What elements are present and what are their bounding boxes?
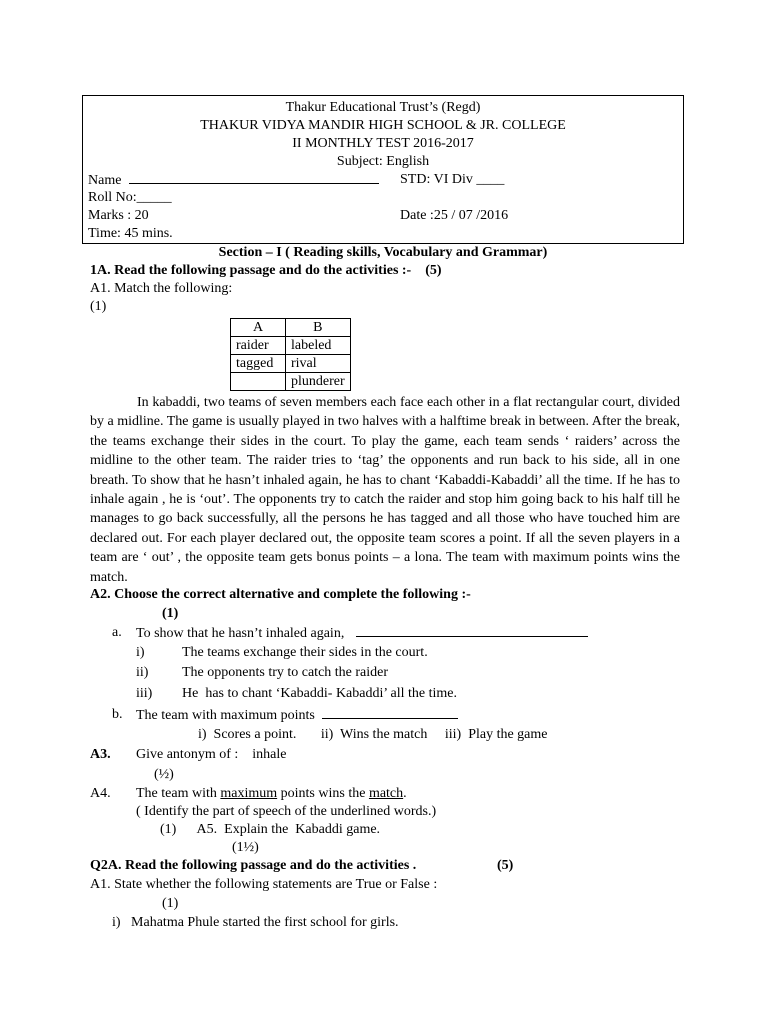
- a2a-opt-text: The opponents try to catch the raider: [182, 665, 389, 680]
- q1-a2-marks: (1): [162, 606, 179, 621]
- a2b-blank: [322, 706, 458, 719]
- a2a-opt-text: He has to chant ‘Kabaddi- Kabaddi’ all the time.: [182, 686, 457, 701]
- a2a-text: To show that he hasn’t inhaled again,: [136, 626, 345, 641]
- a2b-question: [136, 706, 458, 725]
- q1-a2: A2. Choose the correct alternative and complete the following :-: [90, 587, 471, 602]
- a2a-opt-num: iii): [136, 686, 153, 701]
- table-head-b: B: [286, 319, 351, 337]
- a4-sentence: [136, 785, 407, 803]
- marks: Marks : 20: [88, 208, 149, 223]
- table-cell: labeled: [286, 337, 351, 355]
- a2b-options: i) Scores a point. ii) Wins the match iii) Play the game: [198, 727, 548, 742]
- table-head-a: A: [231, 319, 286, 337]
- a5-marks: (1½): [232, 840, 259, 855]
- q2-statement-1: i) Mahatma Phule started the first school for girls.: [112, 915, 399, 930]
- q2-a1-marks: (1): [162, 896, 179, 911]
- a2b-label: b.: [112, 707, 123, 722]
- section-title: Section – I ( Reading skills, Vocabulary and Grammar): [218, 245, 548, 260]
- name-label: Name: [88, 173, 122, 188]
- a2a-label: a.: [112, 625, 122, 640]
- name-field: [88, 171, 379, 190]
- name-line: [129, 171, 379, 184]
- a2b-text: The team with maximum points: [136, 708, 315, 723]
- table-cell: rival: [286, 355, 351, 373]
- std-div: STD: VI Div ____: [400, 172, 505, 187]
- a3-marks: (½): [154, 767, 174, 782]
- trust-name: Thakur Educational Trust’s (Regd): [285, 100, 481, 115]
- test-name: II MONTHLY TEST 2016-2017: [292, 136, 474, 151]
- a4-underlined-2: match: [368, 786, 404, 801]
- date: Date :25 / 07 /2016: [400, 208, 509, 223]
- table-cell: [231, 373, 286, 391]
- q2-heading: Q2A. Read the following passage and do the activities .: [90, 858, 417, 873]
- a4-pre: The team with: [136, 786, 221, 801]
- kabaddi-passage: In kabaddi, two teams of seven members each face each other in a flat rectangular court, divided by a midline. The game is usually played in two halves with a halftime break in between. After the break, the teams exchange their sides in the court. To play the game, each team sends ‘ raiders’ across the midline to the other team. The raider tries to ‘tag’ the opponents and run back to his side, all in one breath. To show that he hasn’t inhaled again, he has to chant ‘Kabaddi-Kabaddi’ all the time. If he has to inhale again , he is ‘out’. The opponents try to catch the raider and stop him going back to his half till he manages to go back successfully, all the persons he has tagged and all those who have touched him are declared out. For each player declared out, the opposite team scores a point. If all the seven players in a team are ‘ out’ , the opposite team gets bonus points – a lona. The team with maximum points wins the match.: [90, 395, 680, 585]
- table-row: [231, 373, 351, 391]
- match-table: [230, 318, 351, 391]
- school-name: THAKUR VIDYA MANDIR HIGH SCHOOL & JR. COLLEGE: [200, 118, 566, 133]
- table-cell: plunderer: [286, 373, 351, 391]
- table-cell: raider: [231, 337, 286, 355]
- a2a-blank: [356, 624, 588, 637]
- subject: Subject: English: [336, 154, 430, 169]
- a4-end: .: [403, 786, 407, 801]
- q2-heading-marks: (5): [497, 858, 514, 873]
- q2-a1: A1. State whether the following statements are True or False :: [90, 877, 438, 892]
- q1-a1: A1. Match the following:: [90, 281, 233, 296]
- a4-underlined-1: maximum: [220, 786, 278, 801]
- a2a-question: [136, 624, 588, 643]
- a2a-opt-num: i): [136, 645, 145, 660]
- a4-note: ( Identify the part of speech of the underlined words.): [136, 804, 437, 819]
- table-cell: tagged: [231, 355, 286, 373]
- table-row: [231, 355, 351, 373]
- roll-no: Roll No:_____: [88, 190, 172, 205]
- a4-mid: points wins the: [277, 786, 369, 801]
- a3-text: Give antonym of : inhale: [136, 747, 287, 762]
- a4-label: A4.: [90, 786, 111, 801]
- q1-heading: 1A. Read the following passage and do the activities :- (5): [90, 263, 442, 278]
- a2a-opt-num: ii): [136, 665, 149, 680]
- a2a-opt-text: The teams exchange their sides in the court.: [182, 645, 428, 660]
- q1-a1-marks: (1): [90, 299, 107, 314]
- table-row: [231, 337, 351, 355]
- a3-label: A3.: [90, 747, 111, 762]
- a4-marks-a5: (1) A5. Explain the Kabaddi game.: [160, 822, 381, 837]
- time: Time: 45 mins.: [88, 226, 173, 241]
- table-row: [231, 319, 351, 337]
